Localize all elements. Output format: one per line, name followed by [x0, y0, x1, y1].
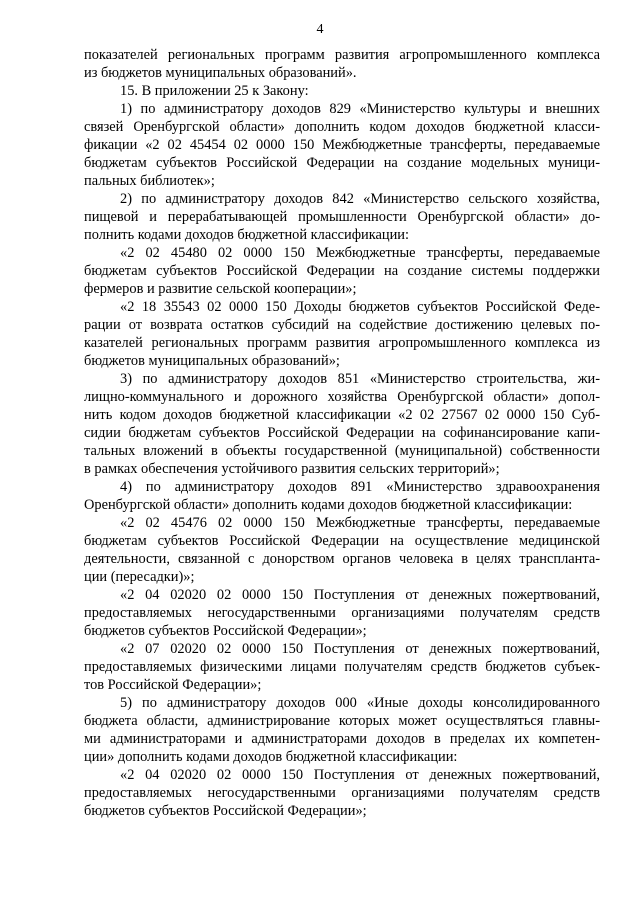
text-line: 3) по администратору доходов 851 «Министерство строительства, жи- — [120, 371, 600, 387]
text-line: связей Оренбургской области» дополнить кодом доходов бюджетной класси- — [84, 119, 600, 135]
text-line: фермеров и развитие сельской кооперации»; — [84, 281, 357, 297]
text-line: бюджетов муниципальных образований»; — [84, 353, 340, 369]
text-line: тов Российской Федерации»; — [84, 677, 262, 693]
text-line: нить кодом доходов бюджетной классификации «2 02 27567 02 0000 150 Суб- — [84, 407, 600, 423]
text-line: предоставляемых физическими лицами получателям средств бюджетов субъек- — [84, 659, 600, 675]
text-line: бюджетов субъектов Российской Федерации»; — [84, 623, 367, 639]
text-line: пальных библиотек»; — [84, 173, 215, 189]
text-line: 15. В приложении 25 к Закону: — [120, 83, 309, 99]
text-line: 5) по администратору доходов 000 «Иные доходы консолидированного — [120, 695, 600, 711]
text-line: «2 02 45480 02 0000 150 Межбюджетные трансферты, передаваемые — [120, 245, 600, 261]
text-line: тальных вложений в объекты государственной (муниципальной) собственности — [84, 443, 600, 459]
text-line: рации от возврата остатков субсидий на содействие достижению целевых по- — [84, 317, 600, 333]
text-line: в рамках обеспечения устойчивого развития сельских территорий»; — [84, 461, 500, 477]
text-line: бюджетам субъектов Российской Федерации на осуществление медицинской — [84, 533, 600, 549]
text-line: фикации «2 02 45454 02 0000 150 Межбюджетные трансферты, передаваемые — [84, 137, 600, 153]
text-line: 4) по администратору доходов 891 «Министерство здравоохранения — [120, 479, 600, 495]
text-line: полнить кодами доходов бюджетной классификации: — [84, 227, 410, 243]
text-line: сидии бюджетам субъектов Российской Федерации на софинансирование капи- — [84, 425, 600, 441]
text-line: показателей региональных программ развития агропромышленного комплекса — [84, 47, 600, 63]
text-line: ции» дополнить кодами доходов бюджетной классификации: — [84, 749, 458, 765]
text-line: предоставляемых негосударственными организациями получателям средств — [84, 785, 600, 801]
text-line: бюджетам субъектов Российской Федерации на создание системы поддержки — [84, 263, 600, 279]
text-line: 1) по администратору доходов 829 «Министерство культуры и внешних — [120, 101, 600, 117]
text-line: пищевой и перерабатывающей промышленности Оренбургской области» до- — [84, 209, 600, 225]
page-number: 4 — [316, 22, 324, 37]
text-line: бюджета области, администрирование которых может осуществляться главны- — [84, 713, 600, 729]
text-line: лищно-коммунального и дорожного хозяйства Оренбургской области» допол- — [84, 389, 600, 405]
text-line: бюджетам субъектов Российской Федерации на создание модельных муници- — [84, 155, 600, 171]
text-line: ции (пересадки)»; — [84, 569, 195, 585]
text-line: ми администраторами и администраторами доходов в пределах их компетен- — [84, 731, 600, 747]
text-line: «2 04 02020 02 0000 150 Поступления от денежных пожертвований, — [120, 767, 600, 783]
text-line: «2 02 45476 02 0000 150 Межбюджетные трансферты, передаваемые — [120, 515, 600, 531]
document-body — [84, 46, 600, 820]
text-line: «2 18 35543 02 0000 150 Доходы бюджетов субъектов Российской Феде- — [120, 299, 600, 315]
text-line: из бюджетов муниципальных образований». — [84, 65, 357, 81]
text-line: казателей региональных программ развития агропромышленного комплекса из — [84, 335, 600, 351]
text-line: «2 07 02020 02 0000 150 Поступления от денежных пожертвований, — [120, 641, 600, 657]
text-line: «2 04 02020 02 0000 150 Поступления от денежных пожертвований, — [120, 587, 600, 603]
text-line: 2) по администратору доходов 842 «Министерство сельского хозяйства, — [120, 191, 600, 207]
text-line: предоставляемых негосударственными организациями получателям средств — [84, 605, 600, 621]
text-line: бюджетов субъектов Российской Федерации»; — [84, 803, 367, 819]
text-line: деятельности, связанной с донорством органов человека в целях транспланта- — [84, 551, 600, 567]
text-line: Оренбургской области» дополнить кодами доходов бюджетной классификации: — [84, 497, 573, 513]
